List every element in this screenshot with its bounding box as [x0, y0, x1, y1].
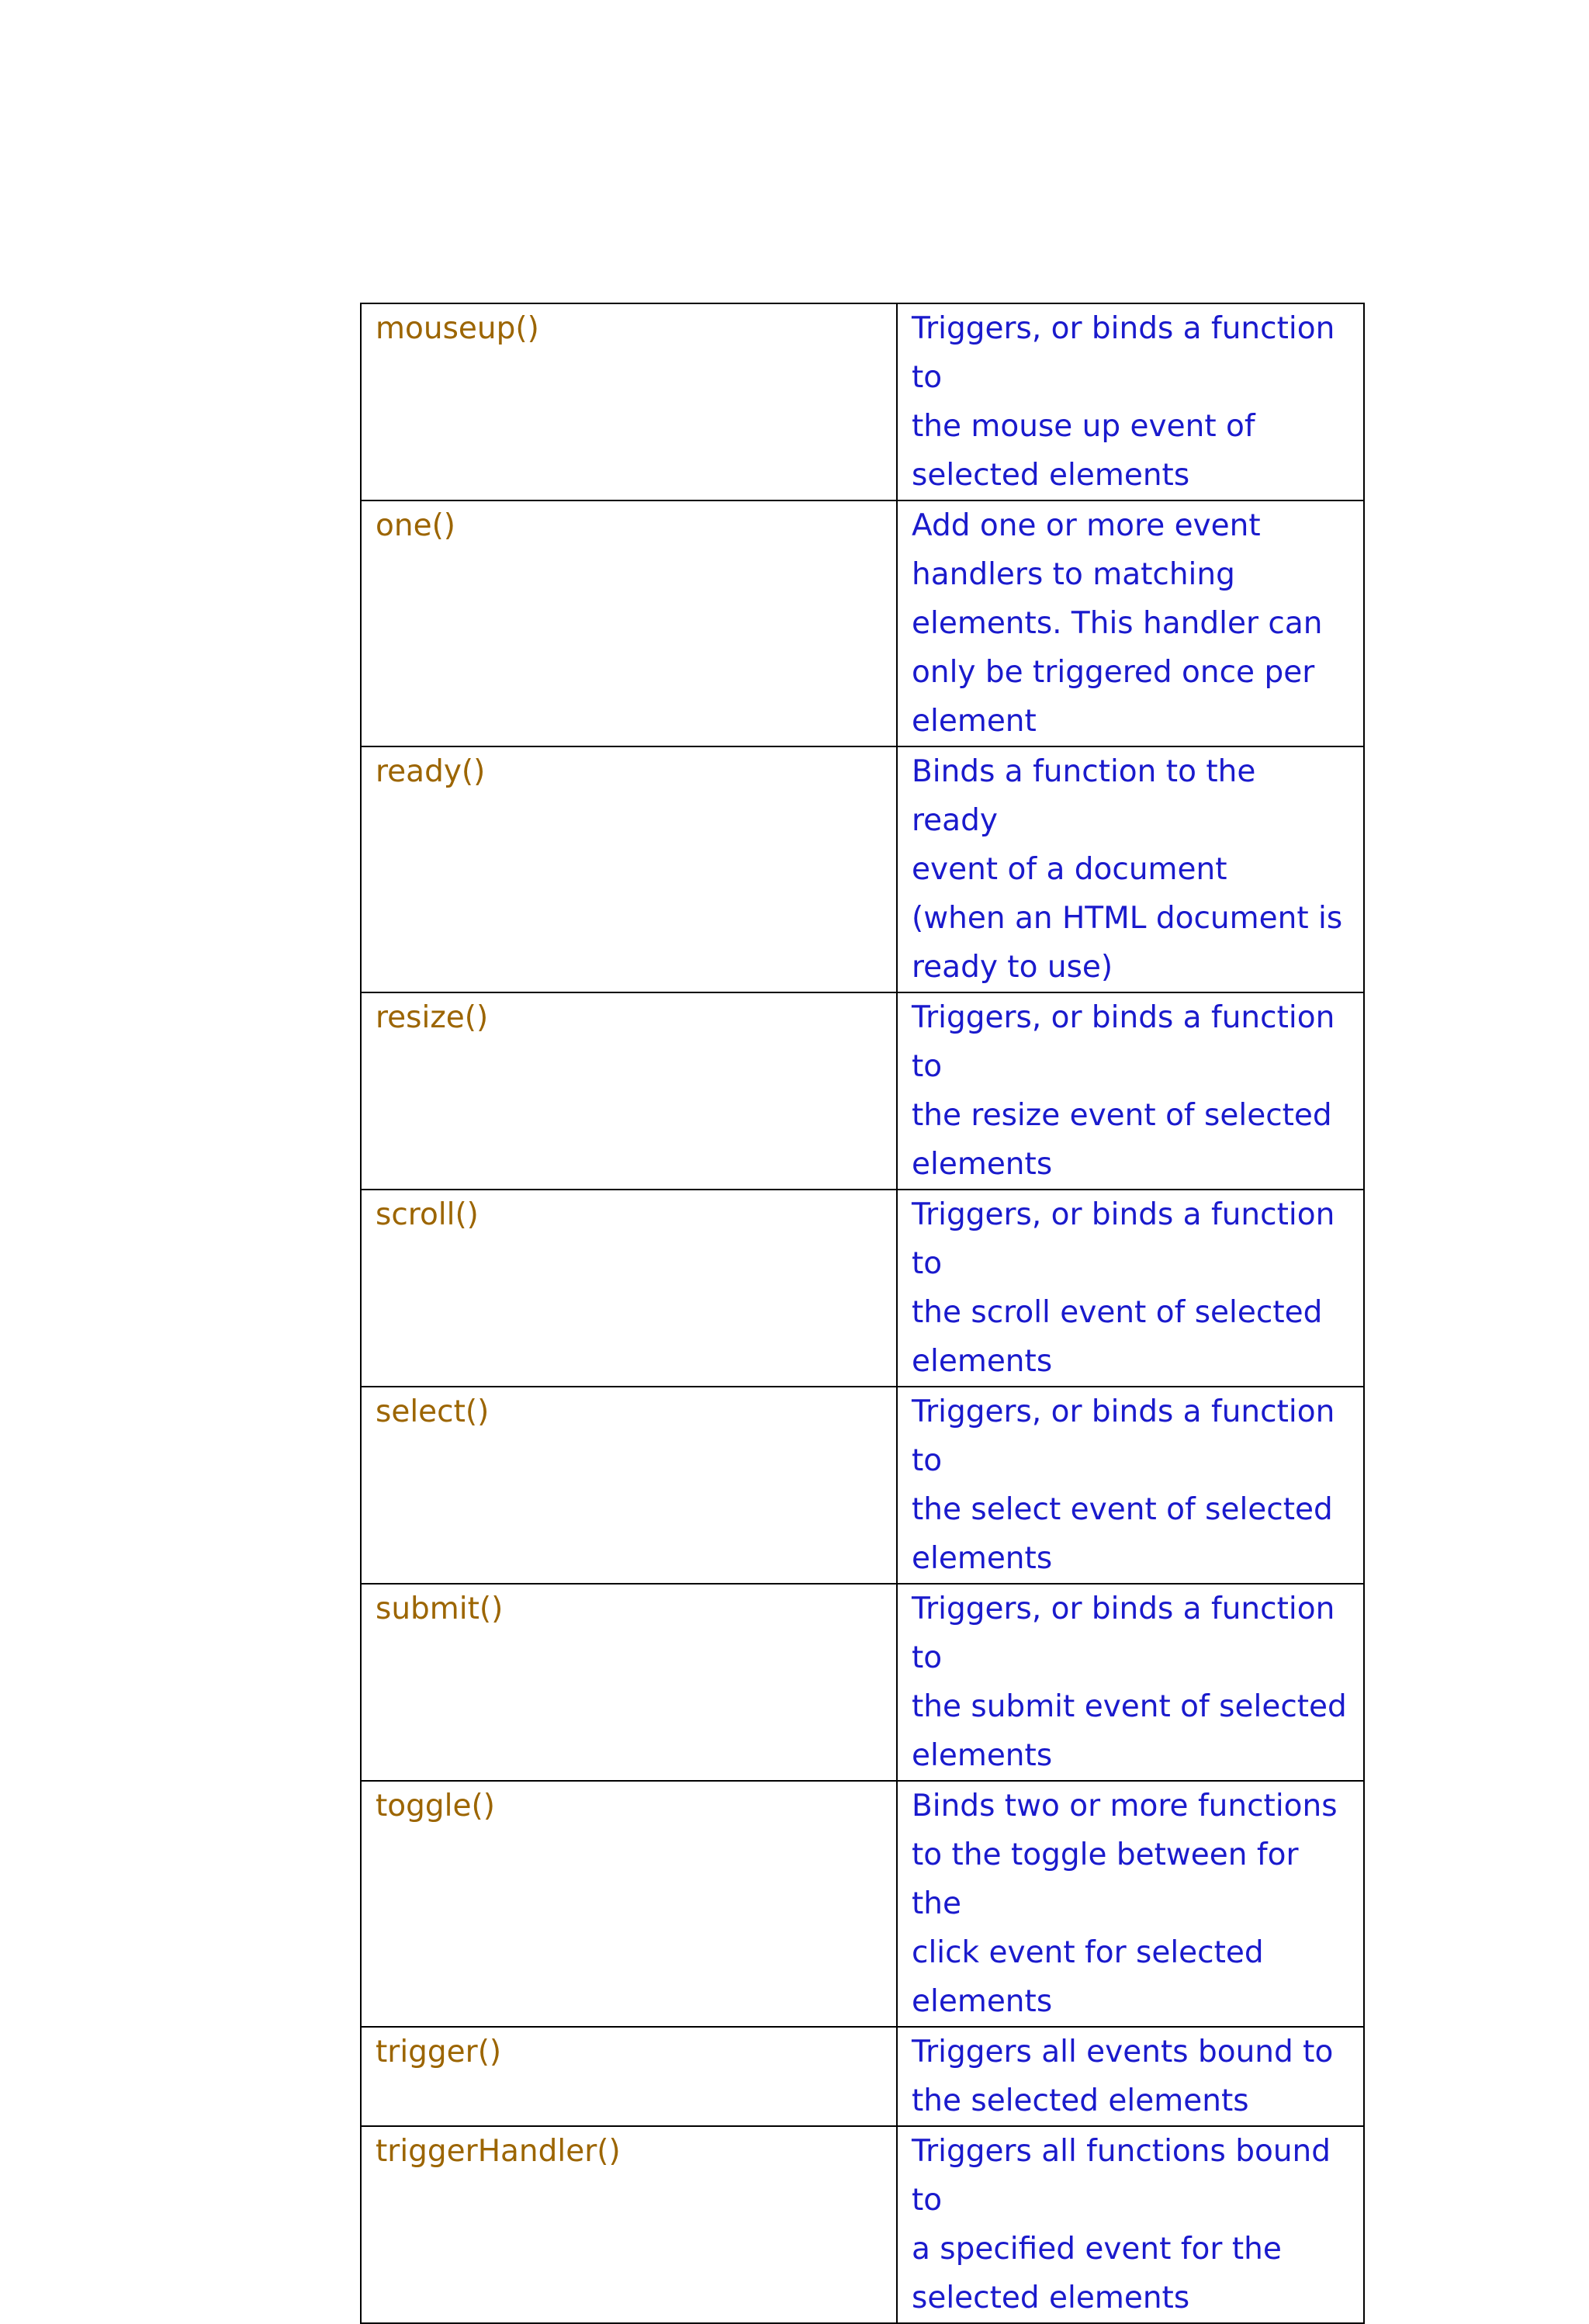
method-name-cell: [361, 1781, 897, 2027]
description-line: Triggers, or binds a function to: [912, 1394, 1335, 1478]
method-name: resize(): [376, 1000, 489, 1035]
description-line: elements: [912, 1738, 1053, 1773]
description-line: the submit event of selected: [912, 1689, 1347, 1724]
description-line: Add one or more event: [912, 508, 1261, 543]
method-name-cell: [361, 2126, 897, 2323]
method-name: triggerHandler(): [376, 2134, 621, 2169]
description-line: handlers to matching: [912, 557, 1235, 592]
method-name: trigger(): [376, 2035, 502, 2069]
method-description-cell: [897, 1190, 1364, 1387]
description-line: Triggers, or binds a function to: [912, 311, 1335, 395]
description-line: elements. This handler can: [912, 606, 1323, 641]
method-description-cell: [897, 2126, 1364, 2323]
description-line: elements: [912, 1541, 1053, 1576]
description-line: the resize event of selected: [912, 1098, 1332, 1133]
method-description-cell: [897, 746, 1364, 992]
description-line: the mouse up event of: [912, 409, 1255, 444]
description-line: Triggers all functions bound to: [912, 2134, 1331, 2218]
description-line: Binds a function to the ready: [912, 754, 1256, 838]
table-row: [361, 500, 1364, 746]
method-name-cell: [361, 1584, 897, 1781]
table-body: [361, 303, 1364, 2323]
method-description-cell: [897, 500, 1364, 746]
method-name: toggle(): [376, 1789, 495, 1824]
method-description-cell: [897, 2027, 1364, 2126]
method-description-cell: [897, 1584, 1364, 1781]
description-line: a specified event for the: [912, 2232, 1282, 2267]
table-row: [361, 1190, 1364, 1387]
description-line: selected elements: [912, 2281, 1190, 2315]
description-line: (when an HTML document is: [912, 901, 1343, 936]
method-name-cell: [361, 746, 897, 992]
description-line: Triggers, or binds a function to: [912, 1591, 1335, 1675]
table-row: [361, 1584, 1364, 1781]
method-name-cell: [361, 1190, 897, 1387]
description-line: elements: [912, 1147, 1053, 1182]
table-row: [361, 1781, 1364, 2027]
description-line: event of a document: [912, 852, 1227, 887]
description-line: Triggers, or binds a function to: [912, 1000, 1335, 1084]
table-row: [361, 2126, 1364, 2323]
method-name-cell: [361, 2027, 897, 2126]
description-line: ready to use): [912, 950, 1113, 985]
method-description-cell: [897, 1781, 1364, 2027]
description-line: the scroll event of selected: [912, 1295, 1323, 1330]
table-row: [361, 746, 1364, 992]
table-row: [361, 992, 1364, 1190]
method-name-cell: [361, 1387, 897, 1584]
description-line: elements: [912, 1344, 1053, 1379]
method-description-cell: [897, 303, 1364, 500]
description-line: Binds two or more functions: [912, 1789, 1338, 1824]
method-name-cell: [361, 992, 897, 1190]
method-description-cell: [897, 1387, 1364, 1584]
table-row: [361, 2027, 1364, 2126]
method-name-cell: [361, 500, 897, 746]
method-name-cell: [361, 303, 897, 500]
method-name: select(): [376, 1394, 490, 1429]
description-line: only be triggered once per: [912, 655, 1315, 690]
method-name: scroll(): [376, 1197, 479, 1232]
description-line: element: [912, 704, 1037, 739]
description-line: to the toggle between for the: [912, 1837, 1299, 1921]
table-row: [361, 303, 1364, 500]
table-row: [361, 1387, 1364, 1584]
jquery-event-methods-table: [360, 303, 1365, 2324]
description-line: Triggers, or binds a function to: [912, 1197, 1335, 1281]
method-description-cell: [897, 992, 1364, 1190]
method-name: submit(): [376, 1591, 504, 1626]
description-line: the selected elements: [912, 2083, 1249, 2118]
method-name: one(): [376, 508, 456, 543]
description-line: Triggers all events bound to: [912, 2035, 1334, 2069]
method-name: ready(): [376, 754, 486, 789]
description-line: elements: [912, 1984, 1053, 2019]
description-line: selected elements: [912, 458, 1190, 493]
method-name: mouseup(): [376, 311, 539, 346]
description-line: click event for selected: [912, 1935, 1264, 1970]
description-line: the select event of selected: [912, 1492, 1333, 1527]
